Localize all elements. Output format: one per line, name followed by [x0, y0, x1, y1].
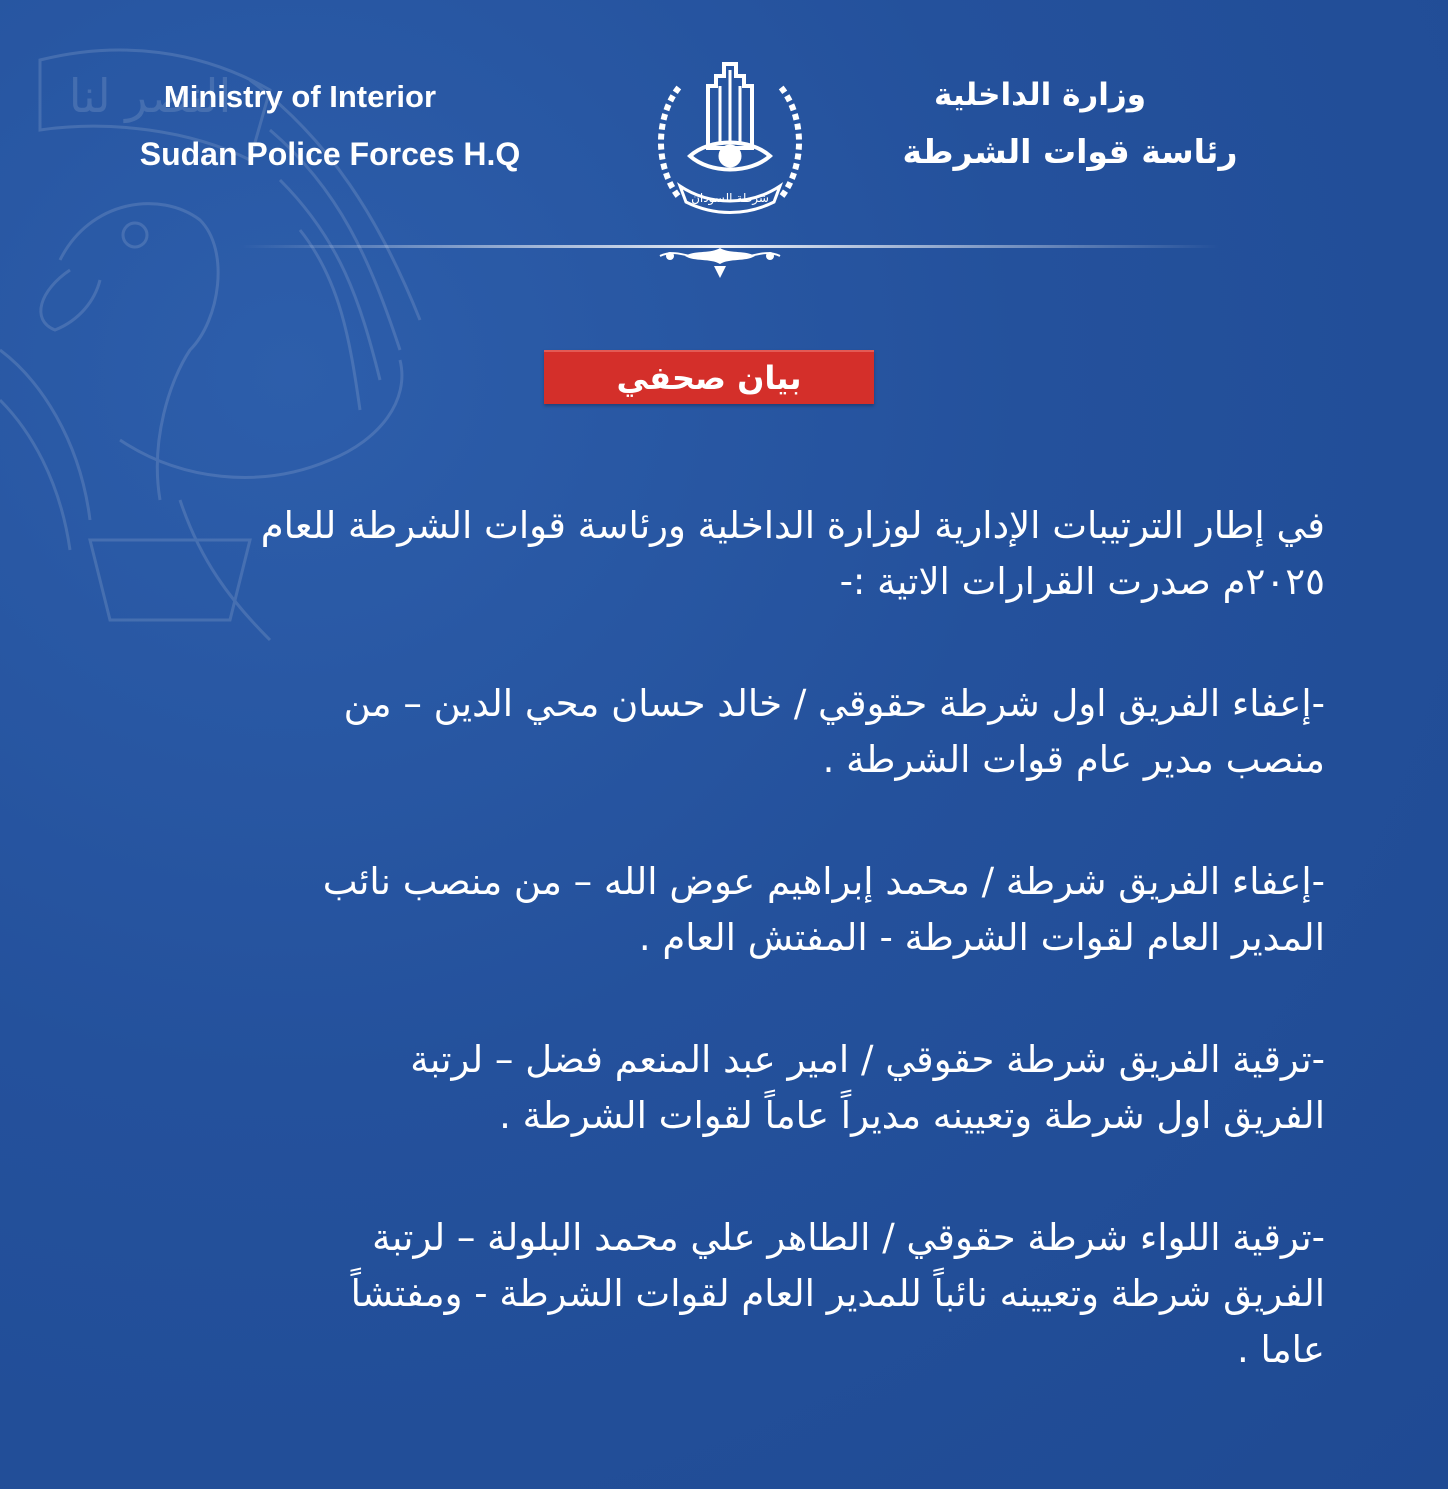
- ministry-title-english: Ministry of Interior: [163, 79, 437, 114]
- decision-line: الفريق اول شرطة وتعيينه مديراً عاماً لقوات الشرطة .: [499, 1094, 1325, 1137]
- intro-line: في إطار الترتيبات الإدارية لوزارة الداخلية ورئاسة قوات الشرطة للعام: [260, 504, 1325, 547]
- decision-item-2: [100, 854, 1325, 966]
- decision-item-1: [100, 676, 1325, 788]
- statement-body: [100, 498, 1325, 1444]
- press-statement-badge: [544, 350, 874, 404]
- header-arabic: [880, 72, 1260, 176]
- decision-line: منصب مدير عام قوات الشرطة .: [822, 738, 1325, 781]
- intro-line: ٢٠٢٥م صدرت القرارات الاتية :-: [839, 560, 1325, 603]
- decision-line: -ترقية اللواء شرطة حقوقي / الطاهر علي محمد البلولة – لرتبة: [372, 1216, 1325, 1259]
- watermark-banner-text: النصر لنا: [68, 69, 232, 123]
- decision-line: الفريق شرطة وتعيينه نائباً للمدير العام لقوات الشرطة - ومفتشاً: [350, 1272, 1325, 1315]
- decision-line: -إعفاء الفريق اول شرطة حقوقي / خالد حسان محي الدين – من: [343, 682, 1325, 725]
- decision-item-4: [100, 1210, 1325, 1378]
- decision-line: المدير العام لقوات الشرطة - المفتش العام .: [638, 916, 1325, 959]
- decision-line: -ترقية الفريق شرطة حقوقي / امير عبد المنعم فضل – لرتبة: [410, 1038, 1325, 1081]
- press-statement-label: بيان صحفي: [616, 359, 802, 397]
- header-english: [120, 76, 540, 176]
- decision-line: -إعفاء الفريق شرطة / محمد إبراهيم عوض الله – من منصب نائب: [322, 860, 1325, 903]
- decision-line: عاما .: [1237, 1328, 1325, 1371]
- police-hq-title-arabic: رئاسة قوات الشرطة: [902, 132, 1238, 171]
- police-hq-title-english: Sudan Police Forces H.Q: [139, 136, 521, 172]
- ministry-title-arabic: وزارة الداخلية: [934, 77, 1146, 113]
- statement-intro: [100, 498, 1325, 610]
- ornament-divider: [240, 228, 1220, 284]
- police-emblem-icon: [650, 56, 810, 216]
- decision-item-3: [100, 1032, 1325, 1144]
- emblem-ribbon-text: شرطة السودان: [691, 191, 769, 205]
